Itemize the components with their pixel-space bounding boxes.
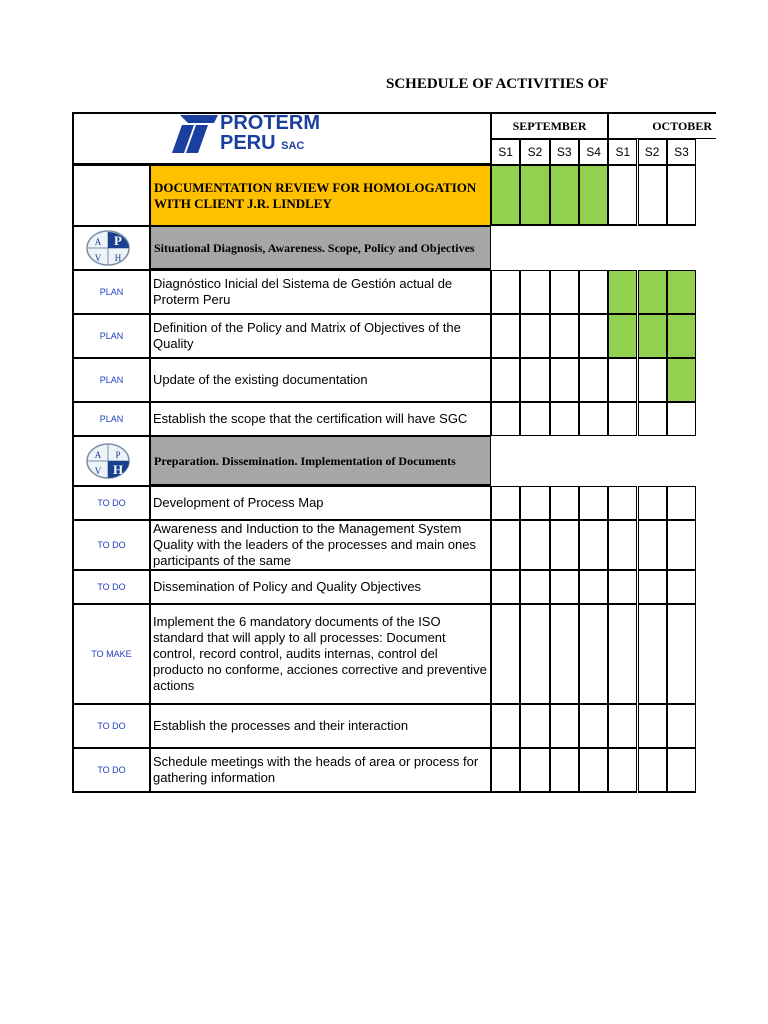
logo-line-1: PROTERM — [220, 112, 320, 134]
week-cell — [608, 165, 637, 226]
week-cell — [520, 314, 549, 358]
week-cell — [579, 270, 608, 314]
week-cell — [638, 486, 667, 520]
pdca-letter: V — [94, 466, 102, 476]
week-cell — [550, 165, 579, 226]
week-cell — [579, 604, 608, 704]
week-cell — [579, 402, 608, 436]
week-cell — [579, 314, 608, 358]
week-cell — [550, 520, 579, 570]
month-header: OCTOBER — [608, 112, 716, 139]
week-cell — [491, 270, 520, 314]
week-cell — [579, 570, 608, 604]
logo-cell — [72, 112, 491, 165]
activity-text: Schedule meetings with the heads of area or process for gathering information — [150, 748, 491, 793]
activity-text: Diagnóstico Inicial del Sistema de Gestión actual de Proterm Peru — [150, 270, 491, 314]
week-cell — [638, 520, 667, 570]
week-cell — [520, 270, 549, 314]
week-cell — [667, 270, 696, 314]
activity-text: Development of Process Map — [150, 486, 491, 520]
week-header: S2 — [638, 139, 667, 165]
week-cell — [491, 704, 520, 748]
activity-text: Dissemination of Policy and Quality Objectives — [150, 570, 491, 604]
activity-label: TO DO — [72, 704, 150, 748]
week-cell — [520, 358, 549, 402]
week-cell — [638, 604, 667, 704]
week-cell — [667, 570, 696, 604]
week-cell — [608, 358, 637, 402]
week-header: S1 — [608, 139, 637, 165]
week-cell — [667, 358, 696, 402]
week-header: S1 — [491, 139, 520, 165]
week-cell — [579, 486, 608, 520]
activity-text: Establish the processes and their interaction — [150, 704, 491, 748]
week-cell — [491, 314, 520, 358]
week-cell — [638, 704, 667, 748]
week-cell — [520, 520, 549, 570]
week-cell — [550, 358, 579, 402]
activity-label: TO DO — [72, 486, 150, 520]
week-cell — [667, 165, 696, 226]
week-cell — [667, 314, 696, 358]
week-cell — [550, 270, 579, 314]
week-cell — [550, 704, 579, 748]
week-cell — [608, 520, 637, 570]
week-cell — [550, 402, 579, 436]
activity-text: Update of the existing documentation — [150, 358, 491, 402]
page-title: SCHEDULE OF ACTIVITIES OF — [386, 76, 609, 92]
week-cell — [608, 704, 637, 748]
activity-text: Awareness and Induction to the Management System Quality with the leaders of the processes and main ones participants of the same — [150, 520, 491, 570]
pdca-cycle-icon — [84, 229, 132, 267]
activity-label: PLAN — [72, 270, 150, 314]
week-cell — [491, 486, 520, 520]
week-cell — [638, 748, 667, 793]
pdca-letter: H — [114, 253, 122, 263]
pdca-icon — [84, 442, 132, 480]
section-heading: Preparation. Dissemination. Implementation of Documents — [150, 436, 491, 486]
week-cell — [520, 165, 549, 226]
week-cell — [550, 314, 579, 358]
week-cell — [520, 402, 549, 436]
week-cell — [667, 520, 696, 570]
pdca-letter: A — [94, 450, 102, 460]
pdca-letter: P — [114, 233, 122, 248]
week-cell — [491, 604, 520, 704]
week-cell — [520, 570, 549, 604]
pdca-letter: V — [94, 253, 102, 263]
week-cell — [520, 748, 549, 793]
week-cell — [579, 358, 608, 402]
week-cell — [491, 165, 520, 226]
week-cell — [579, 165, 608, 226]
week-cell — [550, 604, 579, 704]
week-cell — [491, 520, 520, 570]
week-cell — [491, 402, 520, 436]
activity-label: TO DO — [72, 570, 150, 604]
activity-text: Establish the scope that the certification will have SGC — [150, 402, 491, 436]
activity-label: TO MAKE — [72, 604, 150, 704]
week-cell — [638, 402, 667, 436]
activity-text: Definition of the Policy and Matrix of Objectives of the Quality — [150, 314, 491, 358]
pdca-cycle-icon — [84, 442, 132, 480]
week-cell — [608, 604, 637, 704]
pdca-letter: H — [112, 462, 124, 477]
pdca-icon — [84, 229, 132, 267]
week-cell — [579, 748, 608, 793]
activity-label: PLAN — [72, 358, 150, 402]
week-cell — [638, 270, 667, 314]
week-cell — [550, 748, 579, 793]
week-cell — [491, 570, 520, 604]
week-header: S2 — [520, 139, 549, 165]
week-header: S3 — [667, 139, 696, 165]
activity-label: TO DO — [72, 520, 150, 570]
week-cell — [638, 570, 667, 604]
week-cell — [520, 604, 549, 704]
week-cell — [638, 358, 667, 402]
main-label-cell — [72, 165, 150, 226]
week-cell — [638, 165, 667, 226]
week-cell — [608, 570, 637, 604]
week-cell — [550, 570, 579, 604]
main-heading: DOCUMENTATION REVIEW FOR HOMOLOGATION WITH CLIENT J.R. LINDLEY — [150, 165, 491, 226]
week-cell — [608, 486, 637, 520]
week-cell — [520, 486, 549, 520]
pdca-letter: A — [94, 237, 102, 247]
week-cell — [667, 604, 696, 704]
week-cell — [638, 314, 667, 358]
week-cell — [608, 270, 637, 314]
activity-label: PLAN — [72, 314, 150, 358]
activity-label: PLAN — [72, 402, 150, 436]
week-cell — [667, 704, 696, 748]
week-cell — [667, 486, 696, 520]
section-heading: Situational Diagnosis, Awareness. Scope, Policy and Objectives — [150, 226, 491, 270]
week-cell — [520, 704, 549, 748]
week-cell — [608, 402, 637, 436]
activity-text: Implement the 6 mandatory documents of the ISO standard that will apply to all processes: Document control, record control, audits internas, control del producto no conforme, acciones corrective and preventive actions — [150, 604, 491, 704]
week-cell — [608, 748, 637, 793]
week-cell — [608, 314, 637, 358]
month-header: SEPTEMBER — [491, 112, 608, 139]
logo-suffix: SAC — [281, 140, 305, 152]
week-header: S3 — [550, 139, 579, 165]
week-cell — [491, 748, 520, 793]
week-cell — [579, 520, 608, 570]
logo-line-2: PERU — [220, 132, 276, 154]
pdca-letter: P — [115, 450, 121, 460]
week-cell — [491, 358, 520, 402]
week-cell — [667, 748, 696, 793]
week-cell — [579, 704, 608, 748]
activity-label: TO DO — [72, 748, 150, 793]
week-cell — [667, 402, 696, 436]
week-cell — [550, 486, 579, 520]
week-header: S4 — [579, 139, 608, 165]
